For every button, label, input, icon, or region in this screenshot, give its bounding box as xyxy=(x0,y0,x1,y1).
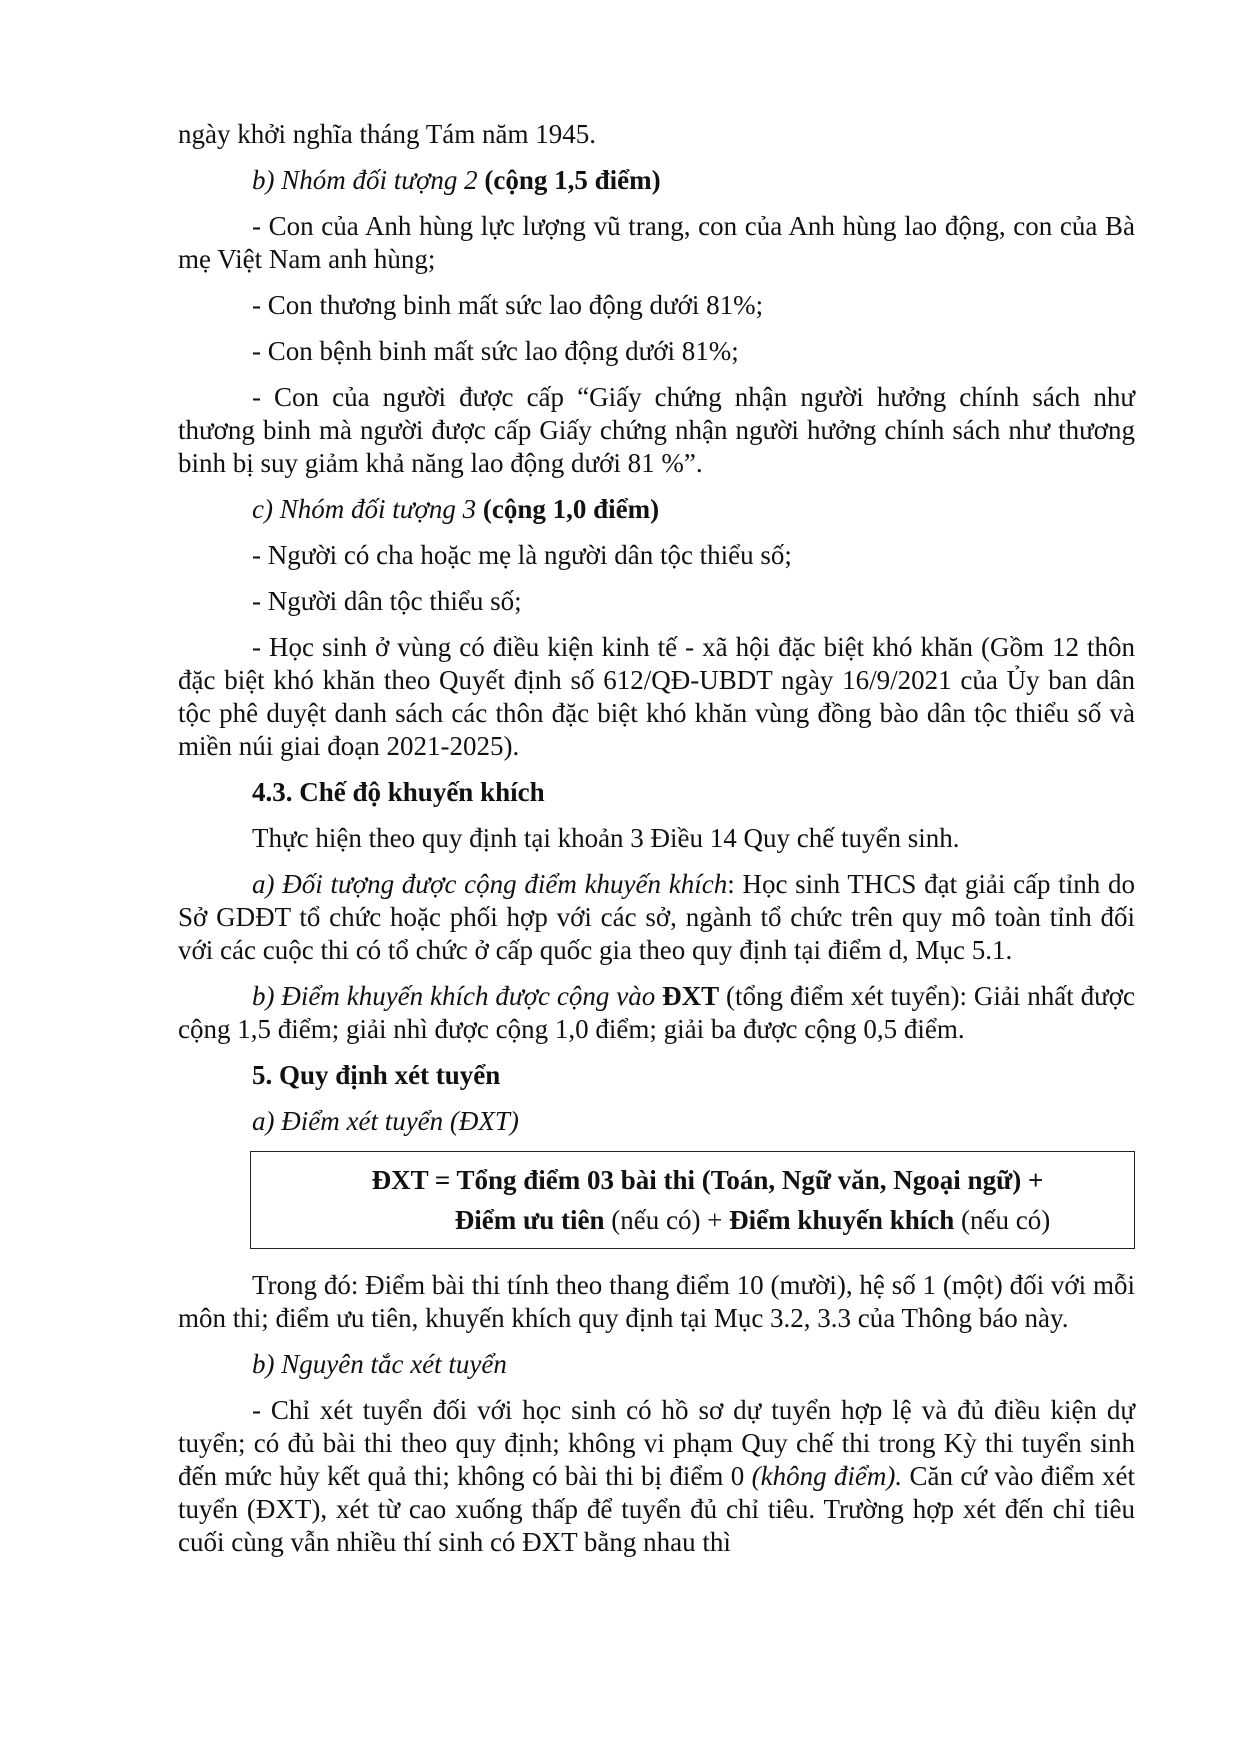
formula-if-any-1: (nếu có) + xyxy=(604,1205,730,1235)
document-page xyxy=(178,118,1135,1572)
group-2-item-1: - Con của Anh hùng lực lượng vũ trang, con của Anh hùng lao động, con của Bà mẹ Việt Nam anh hùng; xyxy=(178,211,1135,274)
section-5-b-text-2: Căn cứ vào điểm xét tuyển (ĐXT), xét từ cao xuống thấp để tuyển đủ chỉ tiêu. Trường hợp xét đến chỉ tiêu cuối cùng vẫn nhiều thí sinh có ĐXT bằng nhau thì xyxy=(178,1461,1135,1557)
section-5-b-label: b) Nguyên tắc xét tuyển xyxy=(252,1349,507,1379)
formula-encourage-term: Điểm khuyến khích xyxy=(729,1205,955,1235)
section-4-3-a-label: a) Đối tượng được cộng điểm khuyến khích xyxy=(252,869,728,899)
section-4-3-intro: Thực hiện theo quy định tại khoản 3 Điều 14 Quy chế tuyển sinh. xyxy=(252,823,960,853)
group-2-item-3: - Con bệnh binh mất sức lao động dưới 81%; xyxy=(252,336,739,366)
section-5-b-italic: (không điểm). xyxy=(751,1461,903,1491)
section-5-a-label: a) Điểm xét tuyển (ĐXT) xyxy=(252,1106,519,1136)
section-4-3-heading: 4.3. Chế độ khuyến khích xyxy=(252,777,545,807)
group-3-points: (cộng 1,0 điểm) xyxy=(482,494,660,524)
section-4-3-b-label: b) Điểm khuyến khích được cộng vào xyxy=(252,981,656,1011)
section-5-note: Trong đó: Điểm bài thi tính theo thang điểm 10 (mười), hệ số 1 (một) đối với mỗi môn thi; điểm ưu tiên, khuyến khích quy định tại Mục 3.2, 3.3 của Thông báo này. xyxy=(178,1270,1135,1333)
group-2-points: (cộng 1,5 điểm) xyxy=(484,165,661,195)
formula-priority-term: Điểm ưu tiên xyxy=(454,1205,605,1235)
group-2-title: b) Nhóm đối tượng 2 xyxy=(252,165,478,195)
group-3-title: c) Nhóm đối tượng 3 xyxy=(252,494,477,524)
section-4-3-b xyxy=(178,980,1135,1046)
group-3-heading xyxy=(178,493,1135,526)
formula-line-2 xyxy=(261,1200,1124,1240)
group-3-item-1: - Người có cha hoặc mẹ là người dân tộc thiểu số; xyxy=(252,540,792,570)
group-2-item-4: - Con của người được cấp “Giấy chứng nhận người hưởng chính sách như thương binh mà người được cấp Giấy chứng nhận người hưởng chính sách như thương binh bị suy giảm khả năng lao động dưới 81 %”. xyxy=(178,382,1135,478)
group-2-item-2: - Con thương binh mất sức lao động dưới 81%; xyxy=(252,290,764,320)
section-5-b-text-1: - Chỉ xét tuyển đối với học sinh có hồ sơ dự tuyển hợp lệ và đủ điều kiện dự tuyển; có đủ bài thi theo quy định; không vi phạm Quy chế thi trong Kỳ thi tuyển sinh đến mức hủy kết quả thi; không có bài thi bị điểm 0 xyxy=(178,1395,1135,1491)
section-5-b-body xyxy=(178,1394,1135,1559)
formula-line-1: ĐXT = Tổng điểm 03 bài thi (Toán, Ngữ văn, Ngoại ngữ) + xyxy=(371,1165,1044,1195)
section-4-3-a-text: : Học sinh THCS đạt giải cấp tỉnh do Sở GDĐT tổ chức hoặc phối hợp với các sở, ngành tổ chức trên quy mô toàn tỉnh đối với các cuộc thi có tổ chức ở cấp quốc gia theo quy định tại điểm d, Mục 5.1. xyxy=(178,869,1136,965)
section-4-3-a xyxy=(178,868,1135,967)
group-3-item-3: - Học sinh ở vùng có điều kiện kinh tế - xã hội đặc biệt khó khăn (Gồm 12 thôn đặc biệt khó khăn theo Quyết định số 612/QĐ-UBDT ngày 16/9/2021 của Ủy ban dân tộc phê duyệt danh sách các thôn đặc biệt khó khăn vùng đồng bào dân tộc thiểu số và miền núi giai đoạn 2021-2025). xyxy=(178,632,1135,761)
section-4-3-b-dxt: ĐXT xyxy=(662,981,720,1011)
section-4-3-b-text: (tổng điểm xét tuyển): Giải nhất được cộng 1,5 điểm; giải nhì được cộng 1,0 điểm; giải ba được cộng 0,5 điểm. xyxy=(178,981,1136,1044)
formula-if-any-2: (nếu có) xyxy=(954,1205,1051,1235)
section-5-heading: 5. Quy định xét tuyển xyxy=(252,1060,501,1090)
formula-box xyxy=(250,1151,1135,1249)
group-3-item-2: - Người dân tộc thiểu số; xyxy=(252,586,522,616)
group-2-heading xyxy=(178,164,1135,197)
paragraph-continuation: ngày khởi nghĩa tháng Tám năm 1945. xyxy=(178,119,596,149)
